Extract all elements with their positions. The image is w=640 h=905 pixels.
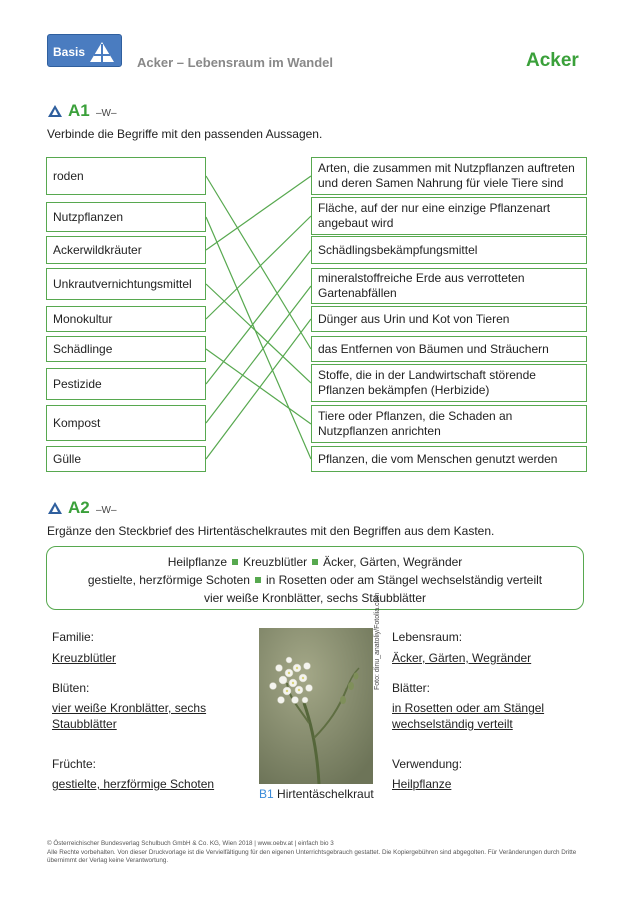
verwendung-answer: Heilpflanze — [392, 777, 452, 791]
statement-box[interactable]: Pflanzen, die vom Menschen genutzt werden — [311, 446, 587, 472]
blaetter-answer: in Rosetten oder am Stängel wechselständig verteilt — [392, 701, 545, 731]
word-item: Kreuzblütler — [243, 555, 308, 569]
lebensraum-label: Lebensraum: — [392, 630, 463, 644]
logo-text: Basis — [53, 45, 86, 59]
shepherds-purse-photo — [259, 628, 373, 784]
task-level-a1: –W– — [96, 108, 117, 119]
plant-illustration — [259, 628, 373, 784]
figure-caption — [259, 787, 374, 801]
footer — [47, 840, 587, 866]
green-square-icon — [312, 559, 318, 565]
task-label-a1: A1 — [68, 101, 90, 120]
blaetter-label: Blätter: — [392, 681, 431, 695]
connection-line — [206, 176, 311, 250]
instruction-a2: Ergänze den Steckbrief des Hirtentäschelkrautes mit den Begriffen aus dem Kasten. — [47, 524, 495, 538]
statement-box[interactable]: Stoffe, die in der Landwirtschaft störende Pflanzen bekämpfen (Herbizide) — [311, 364, 587, 402]
lebensraum-answer: Äcker, Gärten, Wegränder — [392, 651, 532, 665]
task-label-a2: A2 — [68, 498, 90, 517]
connection-line — [206, 250, 311, 384]
statement-box[interactable]: das Entfernen von Bäumen und Sträuchern — [311, 336, 587, 362]
term-box[interactable]: Gülle — [46, 446, 206, 472]
caption-number: B1 — [259, 787, 274, 801]
term-box[interactable]: Unkrautvernichtungsmittel — [46, 268, 206, 300]
connection-line — [206, 319, 311, 459]
copyright-line: © Österreichischer Bundesverlag Schulbuch GmbH & Co. KG, Wien 2018 | www.oebv.at | einfach bio 3 — [47, 840, 334, 847]
word-item: in Rosetten oder am Stängel wechselständig verteilt — [265, 573, 543, 587]
word-item: Heilpflanze — [167, 555, 228, 569]
green-square-icon — [232, 559, 238, 565]
fruechte-answer: gestielte, herzförmige Schoten — [52, 777, 215, 791]
word-item: gestielte, herzförmige Schoten — [87, 573, 250, 587]
task-level-a2: –W– — [96, 505, 117, 516]
word-box — [46, 546, 584, 610]
connection-line — [206, 286, 311, 423]
connection-line — [206, 216, 311, 319]
verwendung-label: Verwendung: — [392, 757, 463, 771]
statement-box[interactable]: mineralstoffreiche Erde aus verrotteten Gartenabfällen — [311, 268, 587, 304]
term-box[interactable]: Schädlinge — [46, 336, 206, 362]
familie-answer: Kreuzblütler — [52, 651, 117, 665]
term-box[interactable]: Pestizide — [46, 368, 206, 400]
statement-box[interactable]: Tiere oder Pflanzen, die Schaden an Nutzpflanzen anrichten — [311, 405, 587, 443]
word-box-line1 — [47, 553, 583, 571]
connection-line — [206, 349, 311, 424]
blueten-label: Blüten: — [52, 681, 90, 695]
green-square-icon — [255, 577, 261, 583]
rights-notice: Alle Rechte vorbehalten. Von dieser Druckvorlage ist die Vervielfältigung für den eigenen Unterrichtsgebrauch gestattet. Die Kopiergebühren sind abgegolten. Für Veränderungen durch Dritte übernimmt der Verlag keine Verantwortung. — [47, 848, 577, 864]
statement-box[interactable]: Schädlingsbekämpfungsmittel — [311, 236, 587, 264]
worksheet-title: Acker – Lebensraum im Wandel — [137, 55, 334, 70]
term-box[interactable]: Ackerwildkräuter — [46, 236, 206, 264]
blueten-answer: vier weiße Kronblätter, sechs Staubblätter — [52, 701, 207, 731]
topic-title: Acker — [526, 50, 579, 71]
connection-line — [206, 176, 311, 349]
familie-label: Familie: — [52, 630, 95, 644]
connection-line — [206, 217, 311, 459]
statement-box[interactable]: Dünger aus Urin und Kot von Tieren — [311, 306, 587, 332]
caption-text: Hirtentäschelkraut — [277, 787, 374, 801]
word-item: Äcker, Gärten, Wegränder — [323, 555, 463, 569]
instruction-a1: Verbinde die Begriffe mit den passenden Aussagen. — [47, 127, 323, 141]
task-triangle-icon — [47, 501, 63, 515]
fruechte-label: Früchte: — [52, 757, 97, 771]
term-box[interactable]: Monokultur — [46, 306, 206, 332]
word-box-line2 — [47, 571, 583, 589]
term-box[interactable]: roden — [46, 157, 206, 195]
term-box[interactable]: Nutzpflanzen — [46, 202, 206, 232]
term-box[interactable]: Kompost — [46, 405, 206, 441]
word-box-line3: vier weiße Kronblätter, sechs Staubblätter — [203, 591, 427, 605]
statement-box[interactable]: Arten, die zusammen mit Nutzpflanzen auftreten und deren Samen Nahrung für viele Tiere sind — [311, 157, 587, 195]
photo-credit: Foto: dinu_anatoliy/Fotolia.com — [374, 592, 381, 690]
statement-box[interactable]: Fläche, auf der nur eine einzige Pflanzenart angebaut wird — [311, 197, 587, 235]
connection-line — [206, 284, 311, 383]
